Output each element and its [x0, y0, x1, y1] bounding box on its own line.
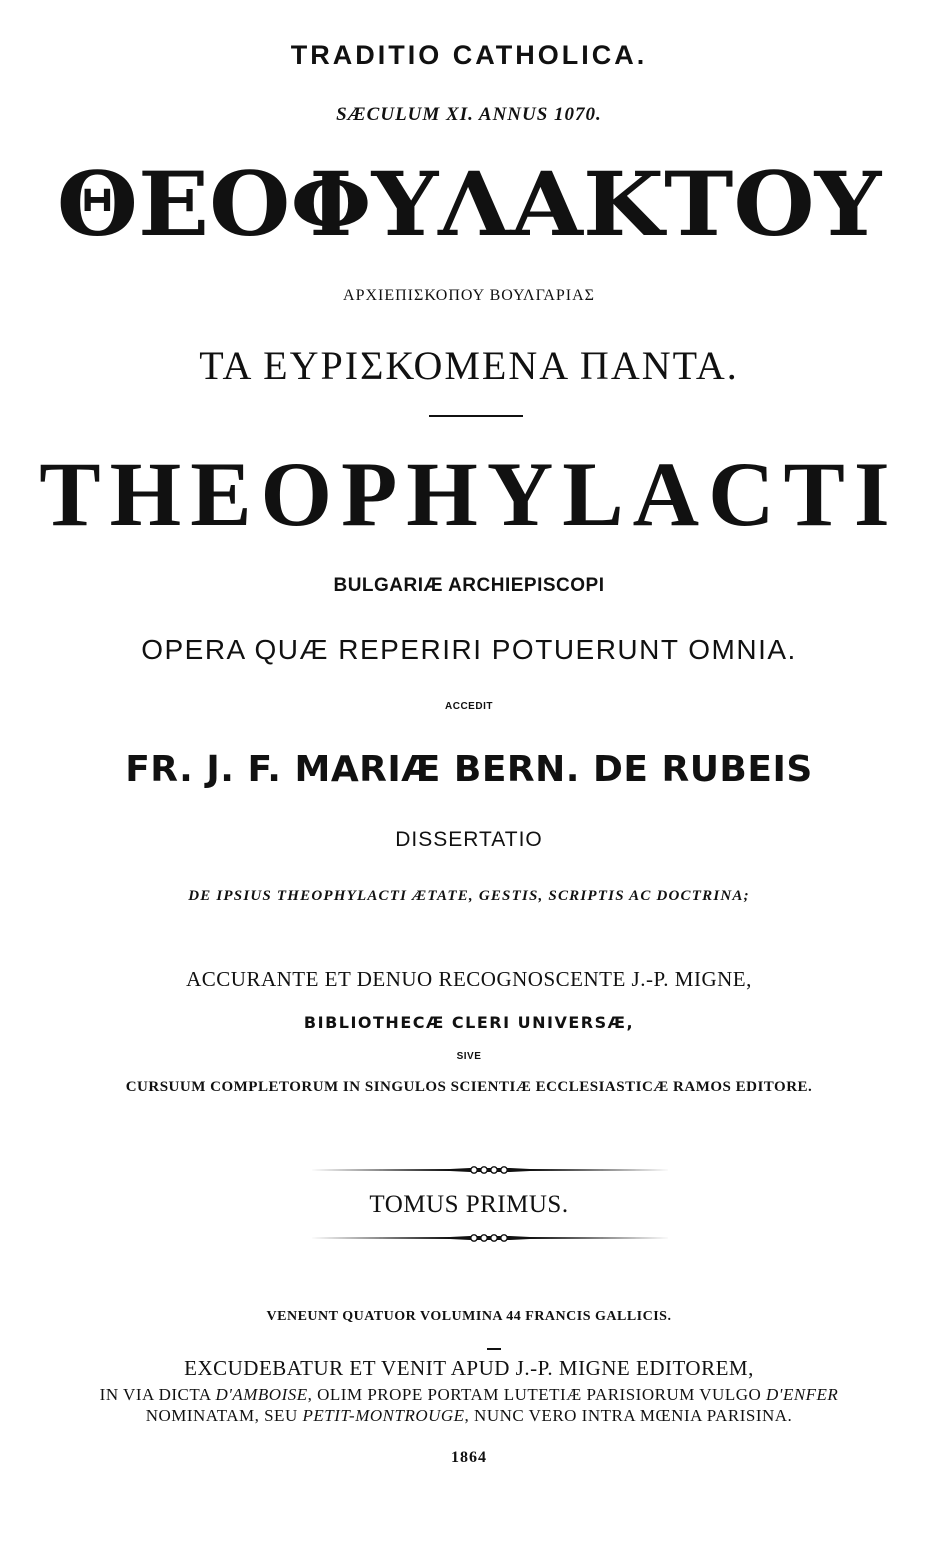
sive-label: SIVE — [456, 1051, 482, 1062]
address-district-name: PETIT-MONTROUGE — [302, 1406, 465, 1425]
greek-author-title: ΘΕΟΦΥΛΑΚΤΟΥ — [56, 152, 882, 256]
ornamental-rule-bottom — [310, 1232, 670, 1244]
cursuum-line: CURSUUM COMPLETORUM IN SINGULOS SCIENTIÆ ECCLESIASTICÆ RAMOS EDITORE. — [125, 1079, 813, 1095]
ornamental-rule-top — [310, 1164, 670, 1176]
address-text-4: , NUNC VERO INTRA MŒNIA PARISINA. — [464, 1406, 793, 1425]
accedit-label: ACCEDIT — [445, 701, 493, 712]
latin-author-title: THEOPHYLACTI — [39, 443, 899, 545]
publisher-line: EXCUDEBATUR ET VENIT APUD J.-P. MIGNE EDITOREM, — [184, 1356, 754, 1380]
divider-rule — [429, 415, 523, 417]
address-gate-name: D'ENFER — [766, 1385, 839, 1404]
dissertation-author: FR. J. F. MARIÆ BERN. DE RUBEIS — [125, 749, 813, 790]
address-text-2: , OLIM PROPE PORTAM LUTETIÆ PARISIORUM VULGO — [307, 1385, 767, 1404]
address-text-1: IN VIA DICTA — [99, 1385, 216, 1404]
latin-author-subtitle: BULGARIÆ ARCHIEPISCOPI — [333, 575, 605, 596]
greek-author-subtitle: ΑΡΧΙΕΠΙΣΚΟΠΟΥ ΒΟΥΛΓΑΡΙΑΣ — [343, 287, 595, 304]
short-dash — [487, 1348, 501, 1350]
series-date: SÆCULUM XI. ANNUS 1070. — [336, 104, 602, 125]
bibliotheca-line: BIBLIOTHECÆ CLERI UNIVERSÆ, — [303, 1013, 635, 1032]
address-street-name: D'AMBOISE — [215, 1385, 308, 1404]
address-line — [0, 1386, 938, 1403]
greek-works-title: ΤΑ ΕΥΡΙΣΚΟΜΕΝΑ ΠΑΝΤΑ. — [199, 343, 739, 388]
dissertation-topic: DE IPSIUS THEOPHYLACTI ÆTATE, GESTIS, SCRIPTIS AC DOCTRINA; — [188, 888, 750, 904]
series-title: TRADITIO CATHOLICA. — [290, 40, 648, 70]
address-text-3: NOMINATAM, SEU — [145, 1406, 303, 1425]
latin-works-title: OPERA QUÆ REPERIRI POTUERUNT OMNIA. — [141, 634, 797, 665]
dissertation-label: DISSERTATIO — [395, 828, 543, 851]
editor-line: ACCURANTE ET DENUO RECOGNOSCENTE J.-P. MIGNE, — [186, 967, 752, 991]
price-line: VENEUNT QUATUOR VOLUMINA 44 FRANCIS GALLICIS. — [266, 1309, 672, 1324]
volume-label: TOMUS PRIMUS. — [369, 1191, 569, 1218]
address-line-2 — [0, 1407, 938, 1424]
publication-year: 1864 — [451, 1449, 487, 1466]
